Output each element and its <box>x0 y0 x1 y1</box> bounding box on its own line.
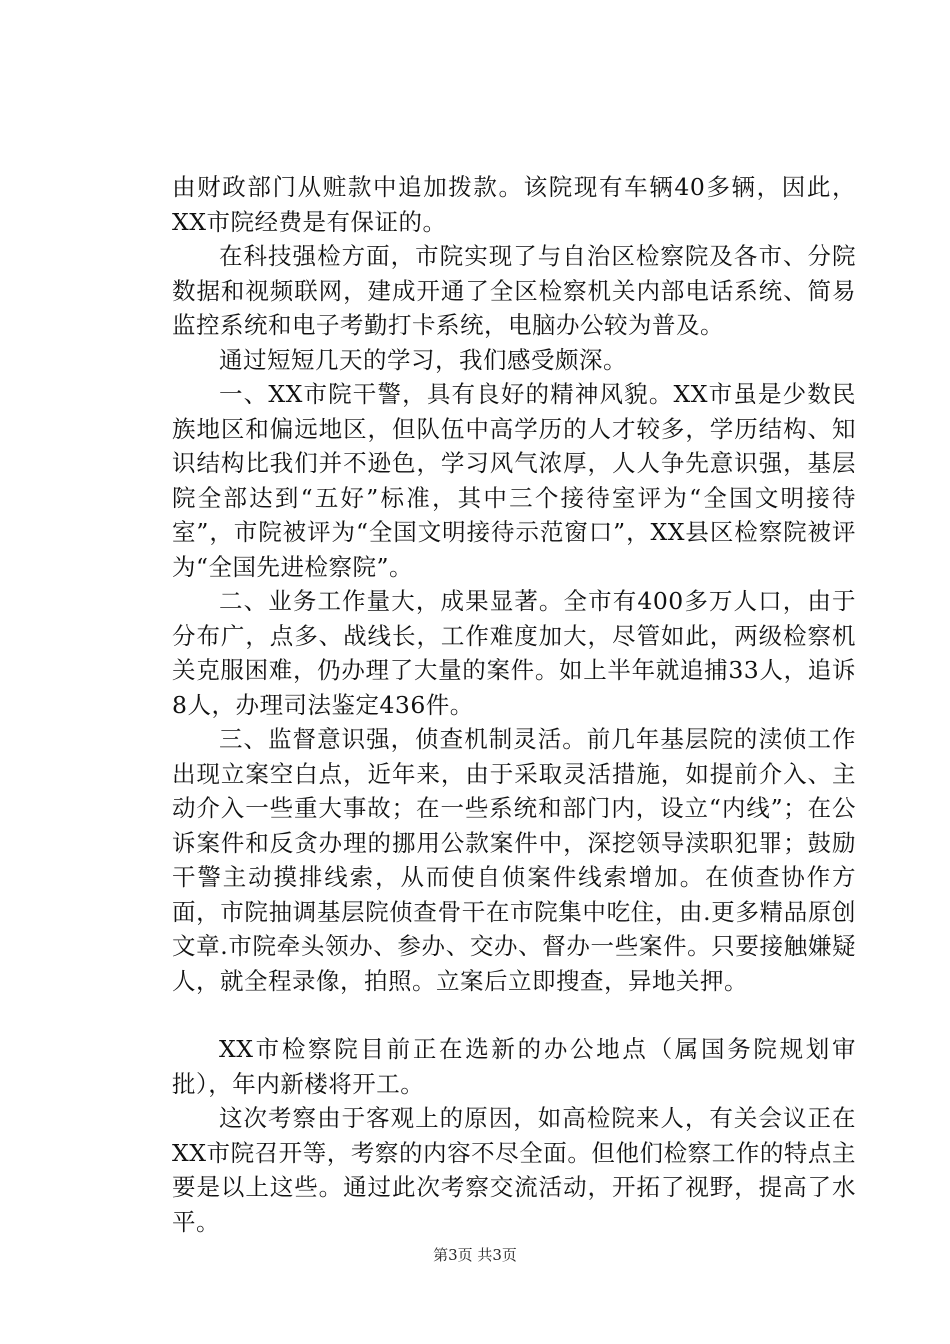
paragraph-point-one: 一、XX市院干警，具有良好的精神风貌。XX市虽是少数民族地区和偏远地区，但队伍中高学历的人才较多，学历结构、知识结构比我们并不逊色，学习风气浓厚，人人争先意识强，基层院全部达到“五好”标准，其中三个接待室评为“全国文明接待室”，市院被评为“全国文明接待示范窗口”，XX县区检察院被评为“全国先进检察院”。 <box>172 380 856 581</box>
paragraph-technology: 在科技强检方面，市院实现了与自治区检察院及各市、分院数据和视频联网，建成开通了全区检察机关内部电话系统、简易监控系统和电子考勤打卡系统，电脑办公较为普及。 <box>172 242 856 339</box>
paragraph-new-office: XX市检察院目前正在选新的办公地点（属国务院规划审批），年内新楼将开工。 <box>172 1035 856 1098</box>
paragraph-conclusion: 这次考察由于客观上的原因，如高检院来人，有关会议正在XX市院召开等，考察的内容不尽全面。但他们检察工作的特点主要是以上这些。通过此次考察交流活动，开拓了视野，提高了水平。 <box>172 1104 856 1236</box>
paragraph-summary-intro: 通过短短几天的学习，我们感受颇深。 <box>219 345 627 374</box>
paragraph-funding: 由财政部门从赃款中追加拨款。该院现有车辆40多辆，因此，XX市院经费是有保证的。 <box>172 173 856 236</box>
page-number-footer: 第3页 共3页 <box>433 1246 517 1264</box>
paragraph-point-two: 二、业务工作量大，成果显著。全市有400多万人口，由于分布广，点多、战线长，工作难度加大，尽管如此，两级检察机关克服困难，仍办理了大量的案件。如上半年就追捕33人，追诉8人，办理司法鉴定436件。 <box>172 587 856 719</box>
document-body <box>172 170 856 1239</box>
paragraph-point-three: 三、监督意识强，侦查机制灵活。前几年基层院的渎侦工作出现立案空白点，近年来，由于采取灵活措施，如提前介入、主动介入一些重大事故；在一些系统和部门内，设立“内线”；在公诉案件和反贪办理的挪用公款案件中，深挖领导渎职犯罪；鼓励干警主动摸排线索，从而使自侦案件线索增加。在侦查协作方面，市院抽调基层院侦查骨干在市院集中吃住，由.更多精品原创文章.市院牵头领办、参办、交办、督办一些案件。只要接触嫌疑人，就全程录像，拍照。立案后立即搜查，异地关押。 <box>172 725 856 995</box>
